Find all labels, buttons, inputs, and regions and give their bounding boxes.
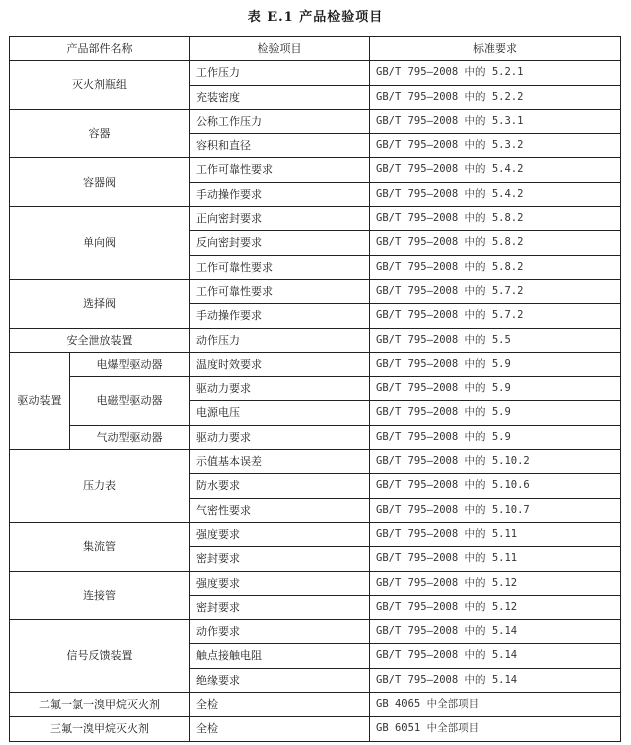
table-row <box>10 522 621 546</box>
item-cell: 充装密度 <box>190 85 370 109</box>
item-cell: 容积和直径 <box>190 134 370 158</box>
std-cell: GB/T 795—2008 中的 5.12 <box>370 571 621 595</box>
table-row <box>10 158 621 182</box>
std-cell: GB/T 795—2008 中的 5.2.2 <box>370 85 621 109</box>
item-cell: 动作要求 <box>190 620 370 644</box>
part-cell: 二氟一氯一溴甲烷灭火剂 <box>10 693 190 717</box>
part-cell: 集流管 <box>10 522 190 571</box>
part-cell: 三氟一溴甲烷灭火剂 <box>10 717 190 741</box>
table-row <box>10 717 621 741</box>
part-cell: 容器阀 <box>10 158 190 207</box>
std-cell: GB/T 795—2008 中的 5.9 <box>370 425 621 449</box>
header-item: 检验项目 <box>190 37 370 61</box>
item-cell: 绝缘要求 <box>190 668 370 692</box>
table-row <box>10 61 621 85</box>
std-cell: GB/T 795—2008 中的 5.3.2 <box>370 134 621 158</box>
part-cell: 驱动装置 <box>10 352 70 449</box>
item-cell: 强度要求 <box>190 522 370 546</box>
item-cell: 驱动力要求 <box>190 377 370 401</box>
header-std: 标准要求 <box>370 37 621 61</box>
table-row <box>10 377 621 401</box>
std-cell: GB/T 795—2008 中的 5.10.6 <box>370 474 621 498</box>
table-row <box>10 693 621 717</box>
item-cell: 强度要求 <box>190 571 370 595</box>
std-cell: GB/T 795—2008 中的 5.5 <box>370 328 621 352</box>
std-cell: GB 4065 中全部项目 <box>370 693 621 717</box>
std-cell: GB/T 795—2008 中的 5.11 <box>370 522 621 546</box>
std-cell: GB/T 795—2008 中的 5.9 <box>370 377 621 401</box>
item-cell: 工作压力 <box>190 61 370 85</box>
table-row <box>10 620 621 644</box>
std-cell: GB/T 795—2008 中的 5.14 <box>370 620 621 644</box>
item-cell: 触点接触电阻 <box>190 644 370 668</box>
item-cell: 工作可靠性要求 <box>190 279 370 303</box>
item-cell: 反向密封要求 <box>190 231 370 255</box>
item-cell: 工作可靠性要求 <box>190 255 370 279</box>
item-cell: 防水要求 <box>190 474 370 498</box>
std-cell: GB/T 795—2008 中的 5.4.2 <box>370 182 621 206</box>
std-cell: GB/T 795—2008 中的 5.14 <box>370 668 621 692</box>
std-cell: GB/T 795—2008 中的 5.10.7 <box>370 498 621 522</box>
item-cell: 密封要求 <box>190 547 370 571</box>
table-row <box>10 352 621 376</box>
std-cell: GB/T 795—2008 中的 5.4.2 <box>370 158 621 182</box>
std-cell: GB/T 795—2008 中的 5.3.1 <box>370 109 621 133</box>
subpart-cell: 电磁型驱动器 <box>70 377 190 426</box>
item-cell: 温度时效要求 <box>190 352 370 376</box>
part-cell: 安全泄放装置 <box>10 328 190 352</box>
part-cell: 单向阀 <box>10 207 190 280</box>
item-cell: 示值基本误差 <box>190 450 370 474</box>
item-cell: 公称工作压力 <box>190 109 370 133</box>
std-cell: GB/T 795—2008 中的 5.10.2 <box>370 450 621 474</box>
std-cell: GB/T 795—2008 中的 5.2.1 <box>370 61 621 85</box>
subpart-cell: 气动型驱动器 <box>70 425 190 449</box>
table-row <box>10 207 621 231</box>
table-row <box>10 450 621 474</box>
std-cell: GB/T 795—2008 中的 5.14 <box>370 644 621 668</box>
std-cell: GB/T 795—2008 中的 5.7.2 <box>370 279 621 303</box>
std-cell: GB/T 795—2008 中的 5.11 <box>370 547 621 571</box>
table-row <box>10 109 621 133</box>
inspection-table <box>9 36 621 742</box>
item-cell: 工作可靠性要求 <box>190 158 370 182</box>
part-cell: 压力表 <box>10 450 190 523</box>
std-cell: GB/T 795—2008 中的 5.12 <box>370 595 621 619</box>
item-cell: 动作压力 <box>190 328 370 352</box>
std-cell: GB/T 795—2008 中的 5.9 <box>370 401 621 425</box>
table-row <box>10 279 621 303</box>
item-cell: 全检 <box>190 693 370 717</box>
item-cell: 电源电压 <box>190 401 370 425</box>
table-row <box>10 425 621 449</box>
part-cell: 选择阀 <box>10 279 190 328</box>
item-cell: 密封要求 <box>190 595 370 619</box>
std-cell: GB/T 795—2008 中的 5.8.2 <box>370 231 621 255</box>
table-row <box>10 328 621 352</box>
std-cell: GB/T 795—2008 中的 5.7.2 <box>370 304 621 328</box>
item-cell: 全检 <box>190 717 370 741</box>
item-cell: 驱动力要求 <box>190 425 370 449</box>
item-cell: 正向密封要求 <box>190 207 370 231</box>
table-title: 表 E.1 产品检验项目 <box>247 10 384 25</box>
part-cell: 信号反馈装置 <box>10 620 190 693</box>
std-cell: GB 6051 中全部项目 <box>370 717 621 741</box>
subpart-cell: 电爆型驱动器 <box>70 352 190 376</box>
std-cell: GB/T 795—2008 中的 5.9 <box>370 352 621 376</box>
std-cell: GB/T 795—2008 中的 5.8.2 <box>370 255 621 279</box>
item-cell: 手动操作要求 <box>190 304 370 328</box>
table-header-row <box>10 37 621 61</box>
header-part: 产品部件名称 <box>10 37 190 61</box>
item-cell: 手动操作要求 <box>190 182 370 206</box>
std-cell: GB/T 795—2008 中的 5.8.2 <box>370 207 621 231</box>
part-cell: 容器 <box>10 109 190 158</box>
item-cell: 气密性要求 <box>190 498 370 522</box>
part-cell: 灭火剂瓶组 <box>10 61 190 110</box>
table-row <box>10 571 621 595</box>
part-cell: 连接管 <box>10 571 190 620</box>
